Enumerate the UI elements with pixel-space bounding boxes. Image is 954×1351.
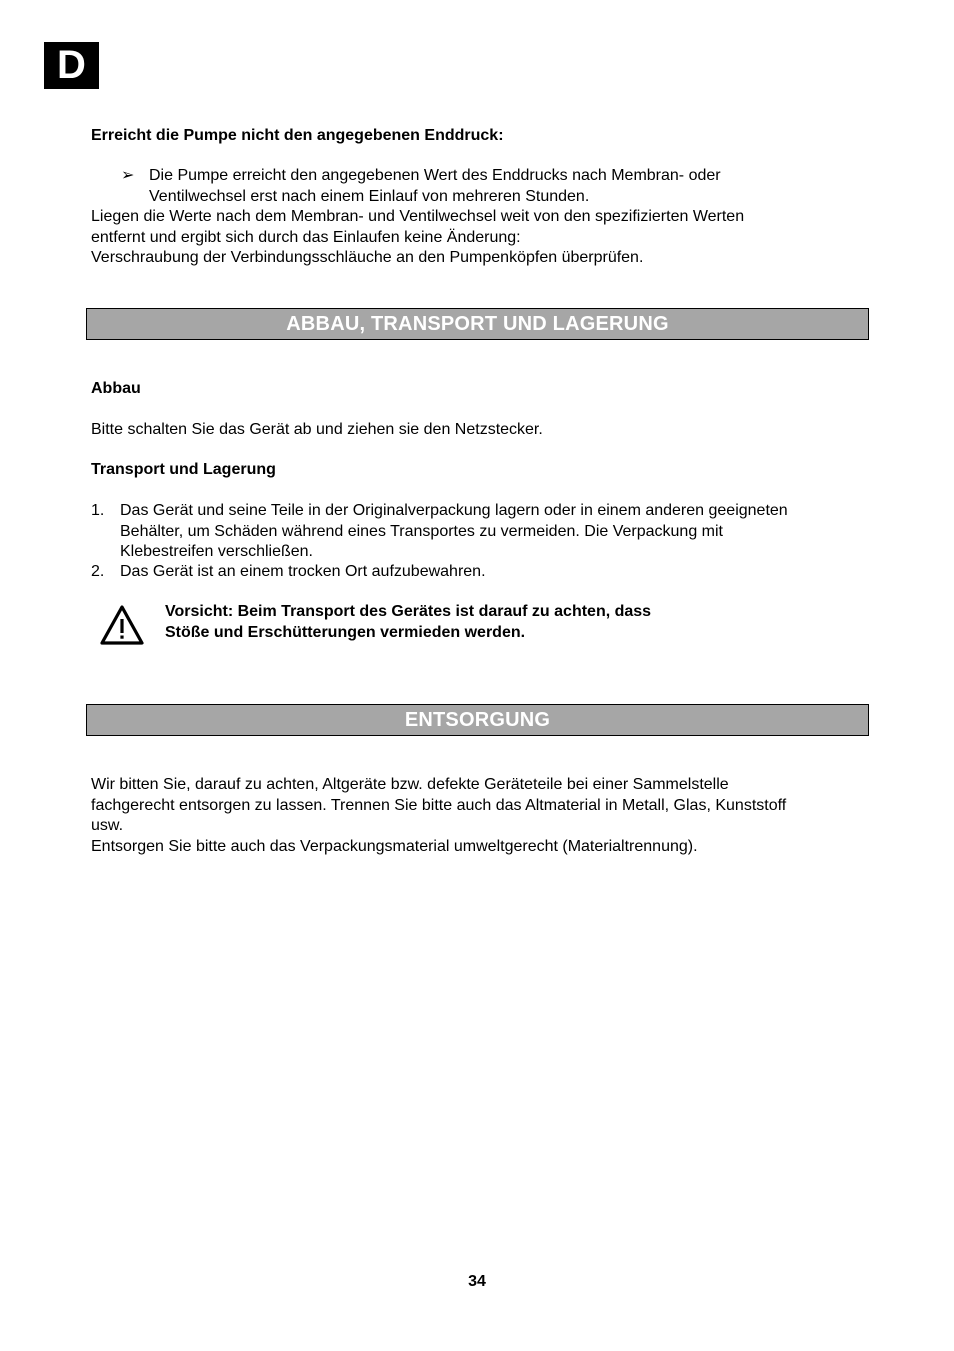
bullet-text bbox=[149, 166, 721, 207]
paragraph-line: entfernt und ergibt sich durch das Einlaufen keine Änderung: bbox=[91, 228, 521, 246]
list-number: 2. bbox=[91, 563, 105, 580]
page-number: 34 bbox=[468, 1273, 486, 1290]
list-item bbox=[91, 501, 871, 563]
transport-heading: Transport und Lagerung bbox=[91, 461, 276, 478]
warning-line: Vorsicht: Beim Transport des Gerätes ist darauf zu achten, dass bbox=[165, 603, 652, 620]
bullet-item bbox=[121, 166, 861, 207]
list-item bbox=[91, 562, 871, 583]
list-number: 1. bbox=[91, 502, 105, 519]
abbau-heading: Abbau bbox=[91, 380, 141, 397]
list-line: Das Gerät ist an einem trocken Ort aufzubewahren. bbox=[120, 563, 486, 580]
paragraph-line: Liegen die Werte nach dem Membran- und Ventilwechsel weit von den spezifizierten Werten bbox=[91, 208, 745, 225]
list-text bbox=[120, 501, 871, 563]
troubleshoot-heading: Erreicht die Pumpe nicht den angegebenen Enddruck: bbox=[91, 127, 504, 144]
troubleshoot-paragraph bbox=[91, 207, 871, 269]
warning-text bbox=[165, 602, 765, 643]
list-line: Klebestreifen verschließen. bbox=[120, 543, 313, 560]
bullet-line: Ventilwechsel erst nach einem Einlauf von mehreren Stunden. bbox=[149, 187, 590, 205]
paragraph-line: Wir bitten Sie, darauf zu achten, Altgeräte bzw. defekte Geräteteile bei einer Sammelstelle bbox=[91, 776, 729, 793]
paragraph-line: usw. bbox=[91, 817, 124, 834]
abbau-text: Bitte schalten Sie das Gerät ab und ziehen sie den Netzstecker. bbox=[91, 421, 543, 438]
warning-line: Stöße und Erschütterungen vermieden werden. bbox=[165, 623, 526, 641]
list-line: Behälter, um Schäden während eines Transportes zu vermeiden. Die Verpackung mit bbox=[120, 522, 723, 540]
disposal-paragraph bbox=[91, 775, 871, 857]
section-header-transport: ABBAU, TRANSPORT UND LAGERUNG bbox=[86, 308, 869, 340]
list-line: Das Gerät und seine Teile in der Originalverpackung lagern oder in einem anderen geeigneten bbox=[120, 502, 788, 519]
bullet-line: Die Pumpe erreicht den angegebenen Wert des Enddrucks nach Membran- oder bbox=[149, 167, 721, 184]
paragraph-line: fachgerecht entsorgen zu lassen. Trennen Sie bitte auch das Altmaterial in Metall, Glas, Kunststoff bbox=[91, 796, 787, 814]
paragraph-line: Verschraubung der Verbindungsschläuche an den Pumpenköpfen überprüfen. bbox=[91, 249, 644, 266]
warning-triangle-icon bbox=[100, 605, 144, 645]
paragraph-line: Entsorgen Sie bitte auch das Verpackungsmaterial umweltgerecht (Materialtrennung). bbox=[91, 837, 698, 855]
arrow-bullet-icon: ➢ bbox=[121, 167, 135, 184]
language-badge: D bbox=[44, 42, 99, 89]
list-text bbox=[120, 562, 871, 583]
section-header-disposal: ENTSORGUNG bbox=[86, 704, 869, 736]
